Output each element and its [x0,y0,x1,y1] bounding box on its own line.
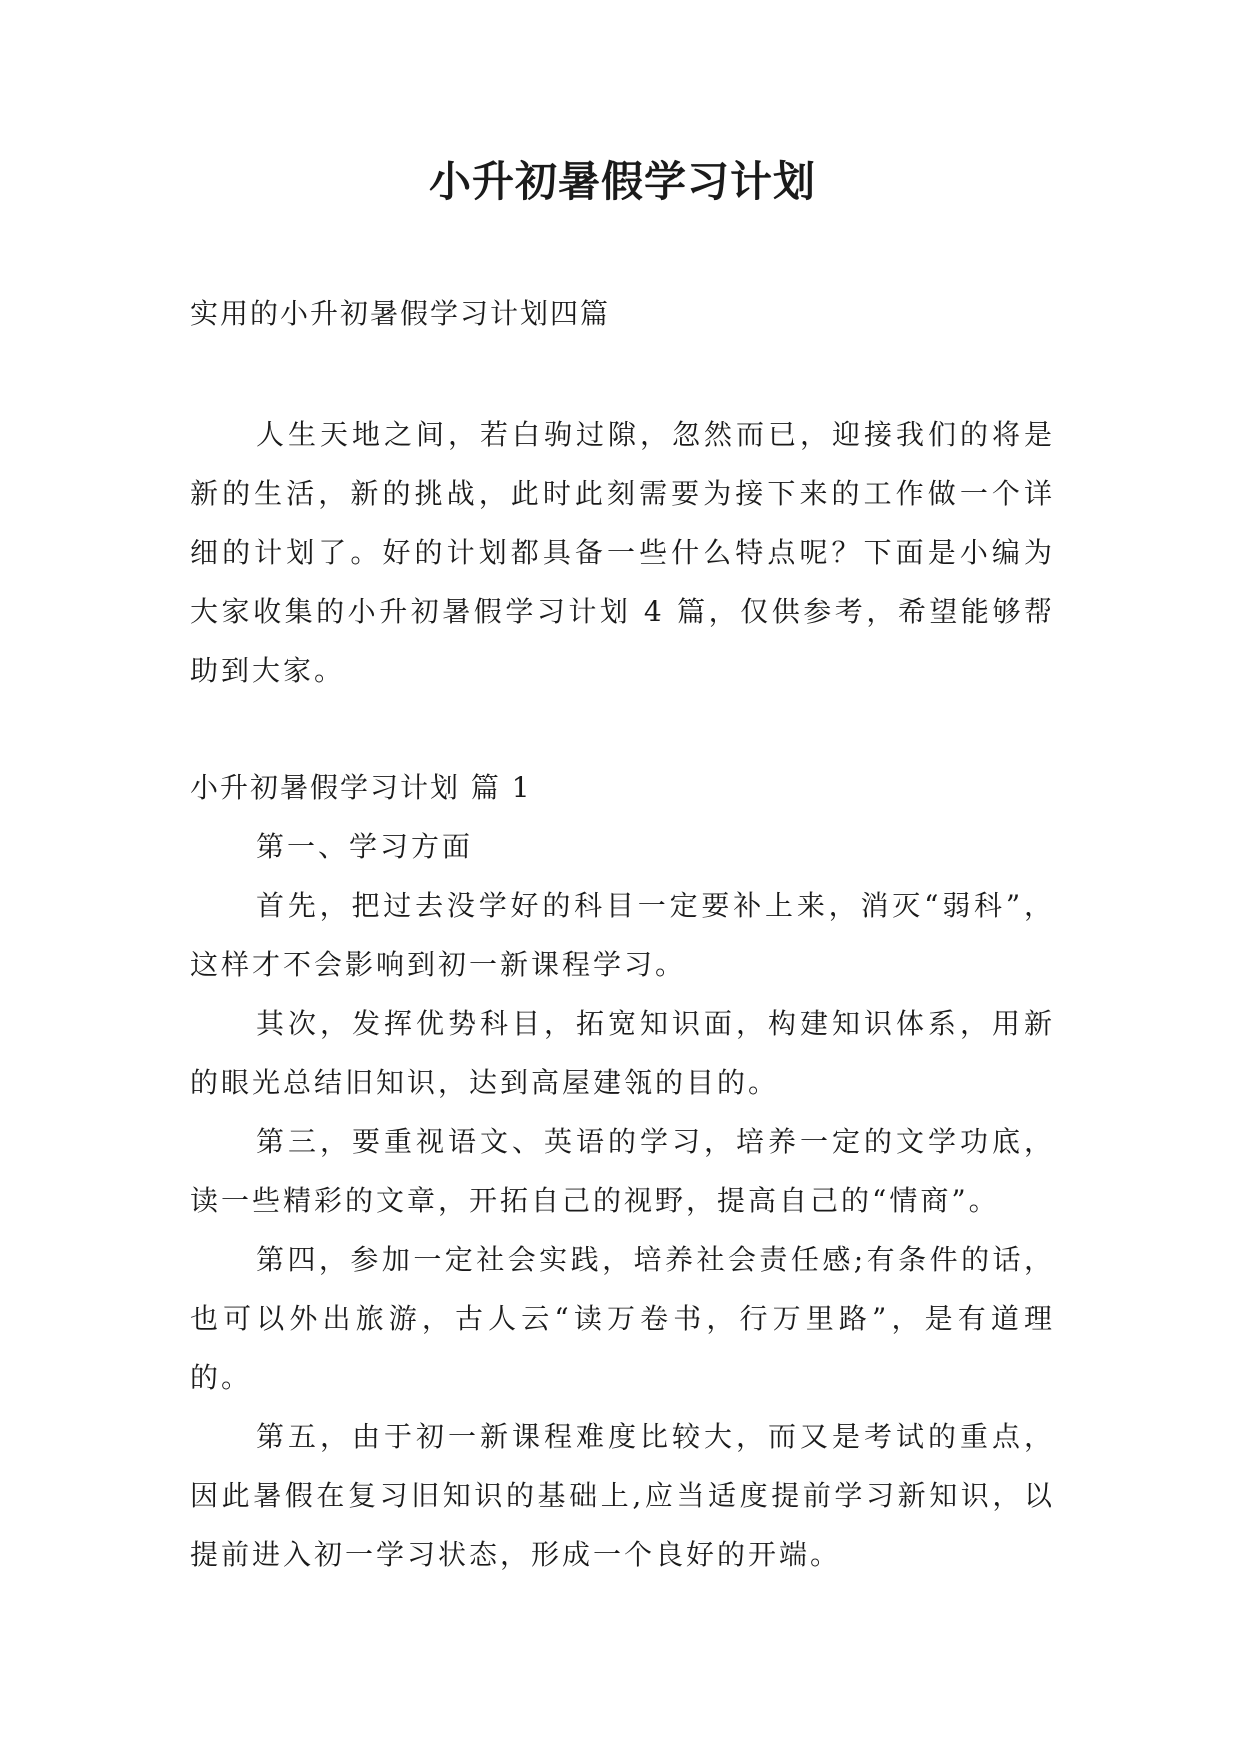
document-title: 小升初暑假学习计划 [428,157,816,206]
section-paragraph: 第五，由于初一新课程难度比较大，而又是考试的重点，因此暑假在复习旧知识的基础上,应当适度提前学习新知识，以提前进入初一学习状态，形成一个良好的开端。 [190,1420,1055,1571]
intro-paragraph: 人生天地之间，若白驹过隙，忽然而已，迎接我们的将是新的生活，新的挑战，此时此刻需要为接下来的工作做一个详细的计划了。好的计划都具备一些什么特点呢？下面是小编为大家收集的小升初暑假学习计划 4 篇，仅供参考，希望能够帮助到大家。 [190,418,1055,687]
section-heading: 小升初暑假学习计划 篇 1 [190,771,532,804]
section-paragraph: 第三，要重视语文、英语的学习，培养一定的文学功底，读一些精彩的文章，开拓自己的视野，提高自己的“情商”。 [190,1125,1055,1217]
section-paragraph: 首先，把过去没学好的科目一定要补上来，消灭“弱科”，这样才不会影响到初一新课程学习。 [190,889,1055,981]
section-paragraph: 第一、学习方面 [256,830,474,863]
section-paragraph: 其次，发挥优势科目，拓宽知识面，构建知识体系，用新的眼光总结旧知识，达到高屋建瓴的目的。 [190,1007,1055,1099]
section-plan-1 [190,758,1070,1584]
section-paragraph: 第四，参加一定社会实践，培养社会责任感;有条件的话，也可以外出旅游，古人云“读万卷书，行万里路”，是有道理的。 [190,1243,1055,1394]
document-subtitle: 实用的小升初暑假学习计划四篇 [190,297,611,330]
